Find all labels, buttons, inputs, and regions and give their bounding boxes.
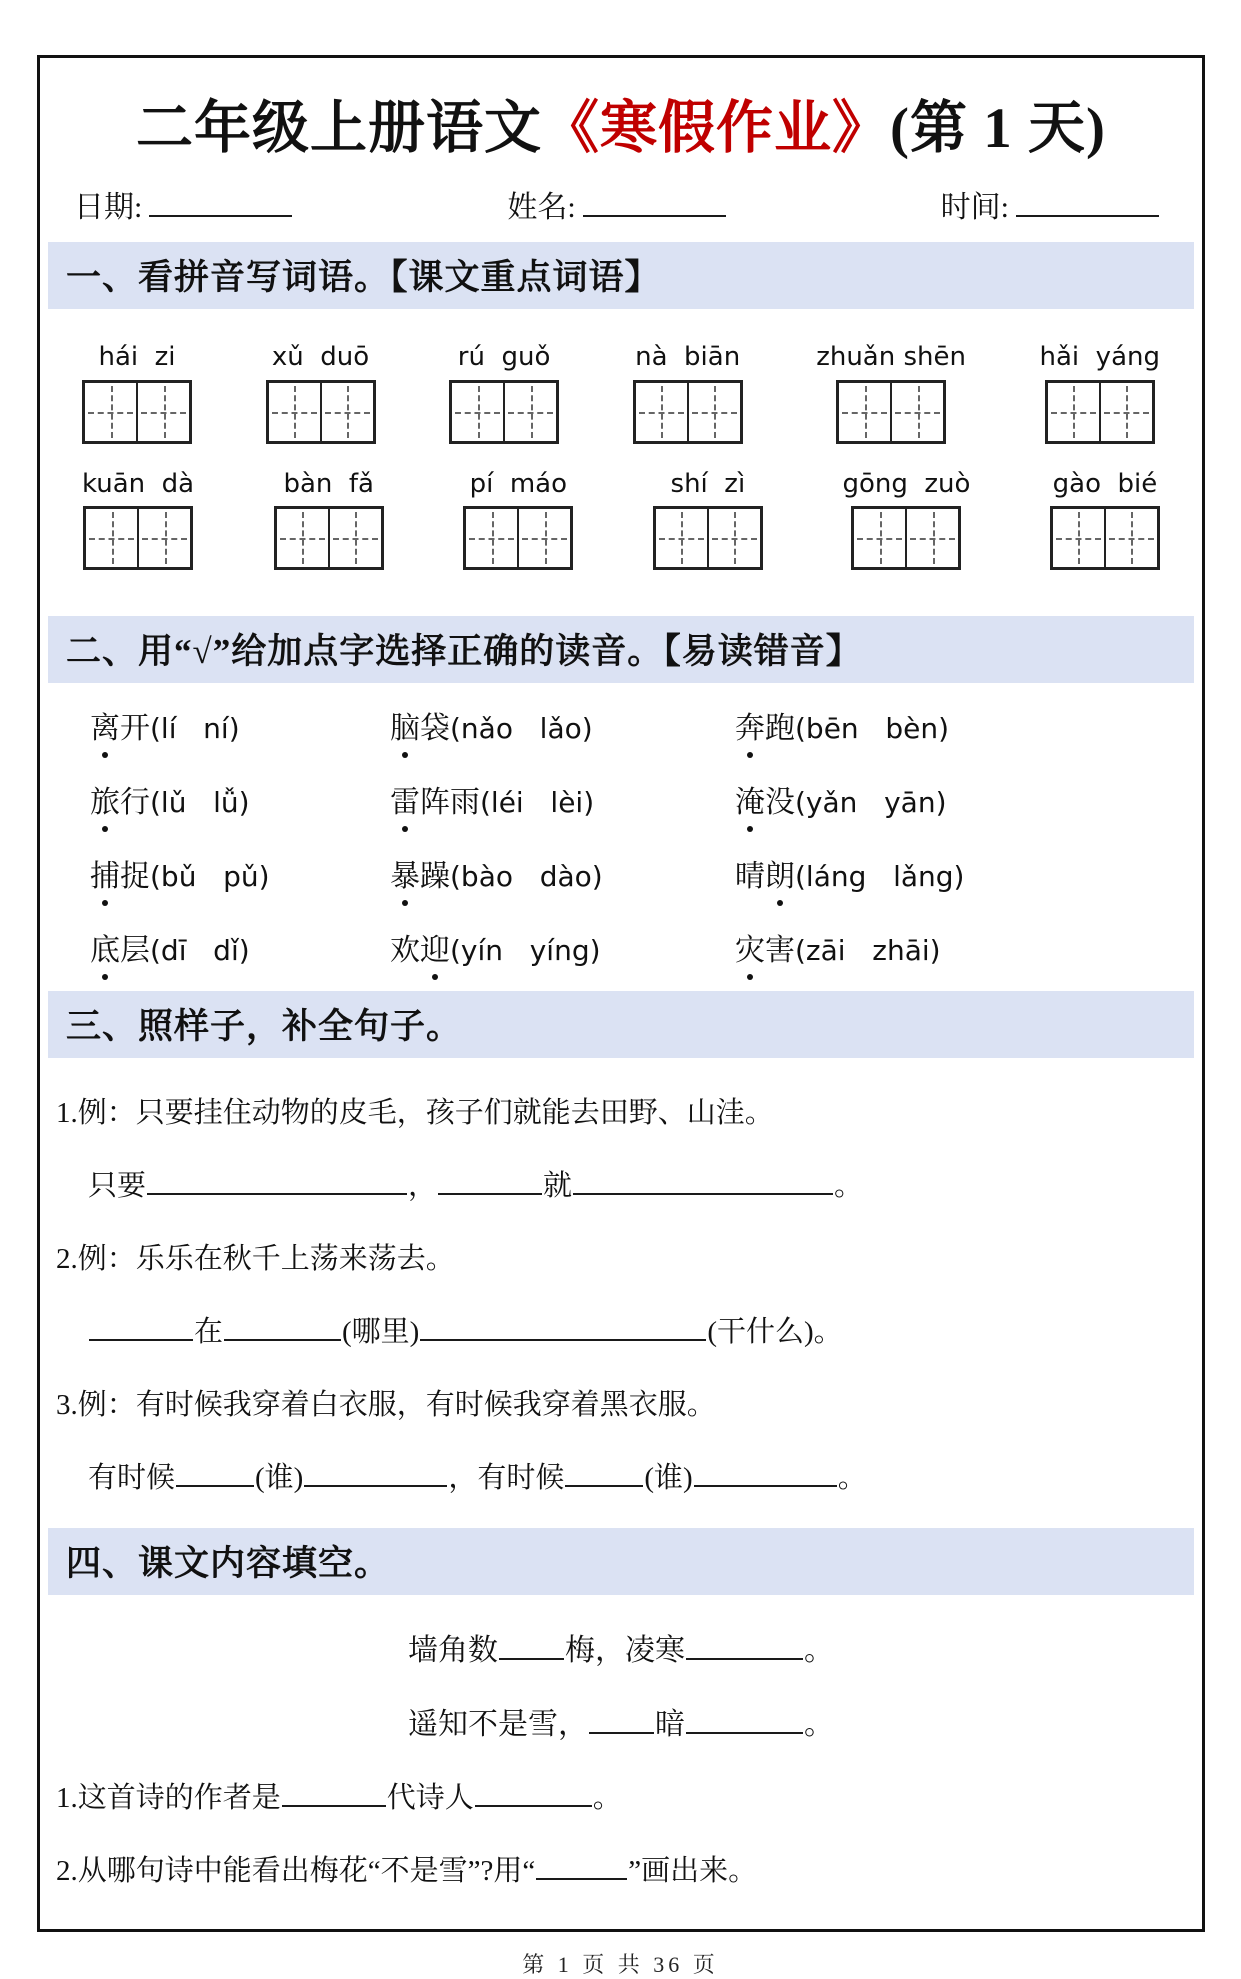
reading-item <box>90 703 390 747</box>
pinyin-word-block <box>449 343 559 444</box>
line-text: 。 <box>804 1708 834 1742</box>
fill-blank <box>282 1778 386 1808</box>
pinyin-row <box>82 470 1160 571</box>
char: 开 <box>120 712 150 746</box>
pinyin-word-block <box>82 343 192 444</box>
reading-word <box>90 712 150 745</box>
line-text: 就 <box>543 1170 573 1203</box>
pinyin-options: (láng lǎng) <box>795 860 965 894</box>
grid-cell <box>277 509 328 567</box>
grid-cell <box>707 509 760 567</box>
reading-item <box>390 777 735 821</box>
meta-field <box>507 182 726 226</box>
char: 层 <box>120 934 150 968</box>
char: 害 <box>765 934 795 968</box>
grid-cell <box>503 383 556 441</box>
writing-grid <box>449 380 559 444</box>
reading-grid <box>68 693 1174 975</box>
char: 欢 <box>390 934 420 968</box>
pinyin-options: (nǎo lǎo) <box>450 712 593 746</box>
meta-row <box>74 182 1160 226</box>
reading-item <box>90 851 390 895</box>
pinyin-options: (léi lèi) <box>480 786 595 820</box>
dotted-char: 捕 <box>90 851 120 895</box>
fill-blank <box>589 1704 654 1735</box>
pinyin-options: (bào dào) <box>450 860 603 894</box>
grid-cell <box>269 383 320 441</box>
reading-item <box>390 925 735 969</box>
sentence-line <box>56 1236 1174 1277</box>
pinyin-label: kuān dà <box>82 468 195 499</box>
pinyin-options: (zāi zhāi) <box>795 934 941 968</box>
line-text: ，有时候 <box>448 1462 565 1495</box>
dotted-char: 雷 <box>390 777 420 821</box>
pinyin-label: nà biān <box>635 342 741 372</box>
fill-blank <box>438 1166 542 1196</box>
dotted-char: 脑 <box>390 703 420 747</box>
grid-cell <box>905 509 958 567</box>
grid-cell <box>137 509 190 567</box>
line-text: 墙角数 <box>408 1634 498 1668</box>
char: 捉 <box>120 860 150 894</box>
title-highlight: 《寒假作业》 <box>542 97 891 160</box>
fill-blank <box>536 1851 627 1881</box>
pinyin-word-block <box>653 470 763 571</box>
fill-blank <box>686 1704 803 1735</box>
reading-word <box>735 860 795 893</box>
line-text: 代诗人 <box>386 1782 474 1815</box>
title-suffix: (第 1 天) <box>890 97 1106 160</box>
reading-word <box>735 712 795 745</box>
char: 跑 <box>765 712 795 746</box>
line-text: 。 <box>804 1634 834 1668</box>
line-text: 2.例：乐乐在秋千上荡来荡去。 <box>56 1243 455 1276</box>
meta-field <box>74 182 293 226</box>
pinyin-label: gào bié <box>1052 468 1158 499</box>
fill-blank <box>475 1778 592 1808</box>
reading-word <box>390 712 450 745</box>
question-line <box>56 1775 1174 1816</box>
reading-word <box>390 860 450 893</box>
line-text: 1.这首诗的作者是 <box>56 1782 281 1815</box>
fill-blank <box>224 1312 341 1342</box>
meta-label: 时间: <box>940 191 1009 224</box>
char: 行 <box>120 786 150 820</box>
pinyin-options: (dī dǐ) <box>150 934 250 968</box>
char: 晴 <box>735 860 765 894</box>
pinyin-word-block <box>274 470 384 571</box>
line-text: 梅，凌寒 <box>565 1634 685 1668</box>
sentence-line <box>56 1382 1174 1423</box>
dotted-char: 离 <box>90 703 120 747</box>
sentence-lines <box>56 1090 1174 1496</box>
char: 袋 <box>420 712 450 746</box>
pinyin-options: (yín yíng) <box>450 934 601 968</box>
sentence-line <box>88 1163 1174 1204</box>
line-text: 。 <box>837 1462 867 1495</box>
dotted-char: 旅 <box>90 777 120 821</box>
grid-cell <box>687 383 740 441</box>
grid-cell <box>86 509 137 567</box>
reading-word <box>735 786 795 819</box>
pinyin-options: (bǔ pǔ) <box>150 860 270 894</box>
dotted-char: 朗 <box>765 851 795 895</box>
pinyin-label: rú guǒ <box>457 342 551 372</box>
section-2-heading: 二、用“√”给加点字选择正确的读音。【易读错音】 <box>48 616 1194 683</box>
pinyin-options: (lǔ lǚ) <box>150 786 250 820</box>
dotted-char: 暴 <box>390 851 420 895</box>
char: 躁 <box>420 860 450 894</box>
section-3-heading: 三、照样子，补全句子。 <box>48 991 1194 1058</box>
writing-grid <box>1045 380 1155 444</box>
pinyin-options: (yǎn yān) <box>795 786 947 820</box>
fill-blank <box>420 1312 706 1342</box>
pinyin-word-block <box>816 343 966 444</box>
page-footer: 第 1 页 共 36 页 <box>522 1952 719 1978</box>
grid-cell <box>320 383 373 441</box>
fill-blank <box>565 1458 643 1488</box>
line-text: (谁) <box>644 1462 693 1495</box>
reading-item <box>735 851 1174 895</box>
pinyin-rows <box>68 319 1174 600</box>
pinyin-word-block <box>82 470 194 571</box>
line-text: 在 <box>194 1316 224 1349</box>
fill-blank <box>573 1166 833 1196</box>
dotted-char: 淹 <box>735 777 765 821</box>
grid-cell <box>136 383 189 441</box>
dotted-char: 底 <box>90 925 120 969</box>
pinyin-word-block <box>842 470 970 571</box>
meta-blank <box>1016 187 1159 218</box>
fill-blank <box>499 1630 564 1661</box>
grid-cell <box>466 509 517 567</box>
pinyin-label: xǔ duō <box>271 342 370 372</box>
meta-label: 日期: <box>74 191 143 224</box>
writing-grid <box>1050 506 1160 570</box>
grid-cell <box>1053 509 1104 567</box>
pinyin-word-block <box>266 343 376 444</box>
reading-word <box>735 934 795 967</box>
fill-blank <box>176 1458 254 1488</box>
title-prefix: 二年级上册语文 <box>136 97 543 160</box>
page-title <box>68 82 1174 164</box>
section-4-heading: 四、课文内容填空。 <box>48 1528 1194 1595</box>
reading-word <box>390 934 450 967</box>
writing-grid <box>653 506 763 570</box>
writing-grid <box>83 506 193 570</box>
line-text: 3.例：有时候我穿着白衣服，有时候我穿着黑衣服。 <box>56 1389 716 1422</box>
reading-word <box>90 786 150 819</box>
fill-blank <box>147 1166 407 1196</box>
fill-blank <box>686 1630 803 1661</box>
reading-item <box>390 851 735 895</box>
grid-cell <box>517 509 570 567</box>
grid-cell <box>656 509 707 567</box>
dotted-char: 迎 <box>420 925 450 969</box>
reading-item <box>390 703 735 747</box>
grid-cell <box>328 509 381 567</box>
char: 阵 <box>420 786 450 820</box>
meta-field <box>941 182 1160 226</box>
grid-cell <box>1048 383 1099 441</box>
dotted-char: 灾 <box>735 925 765 969</box>
reading-item <box>735 777 1174 821</box>
char: 没 <box>765 786 795 820</box>
line-text: 暗 <box>655 1708 685 1742</box>
line-text: (谁) <box>255 1462 304 1495</box>
pinyin-label: zhuǎn shēn <box>816 342 966 372</box>
line-text: 。 <box>592 1782 622 1815</box>
pinyin-word-block <box>463 470 573 571</box>
pinyin-label: gōng zuò <box>842 468 971 499</box>
line-text: 遥知不是雪， <box>408 1708 588 1742</box>
pinyin-options: (bēn bèn) <box>795 712 950 746</box>
pinyin-options: (lí ní) <box>150 712 240 746</box>
line-text: (干什么)。 <box>707 1316 843 1349</box>
line-text: 只要 <box>88 1170 147 1203</box>
fill-blank <box>694 1458 837 1488</box>
reading-word <box>90 934 150 967</box>
poem-lines <box>68 1625 1174 1743</box>
question-lines <box>56 1775 1174 1889</box>
pinyin-word-block <box>633 343 743 444</box>
sentence-line <box>56 1090 1174 1131</box>
meta-blank <box>583 187 726 218</box>
pinyin-label: pí máo <box>469 468 567 499</box>
fill-blank <box>304 1458 447 1488</box>
writing-grid <box>274 506 384 570</box>
poem-line <box>68 1625 1174 1669</box>
grid-cell <box>85 383 136 441</box>
pinyin-row <box>82 343 1160 444</box>
line-text: 。 <box>834 1170 864 1203</box>
writing-grid <box>463 506 573 570</box>
sentence-line <box>88 1309 1174 1350</box>
pinyin-word-block <box>1040 343 1160 444</box>
writing-grid <box>836 380 946 444</box>
reading-item <box>90 777 390 821</box>
section-1-heading: 一、看拼音写词语。【课文重点词语】 <box>48 242 1194 309</box>
writing-grid <box>82 380 192 444</box>
reading-word <box>90 860 150 893</box>
worksheet-page <box>37 55 1205 1932</box>
grid-cell <box>1104 509 1157 567</box>
reading-word <box>390 786 480 819</box>
grid-cell <box>854 509 905 567</box>
line-text: (哪里) <box>342 1316 420 1349</box>
pinyin-label: shí zì <box>670 468 746 499</box>
grid-cell <box>1099 383 1152 441</box>
char: 雨 <box>450 786 480 820</box>
pinyin-label: hǎi yáng <box>1039 342 1160 372</box>
line-text: ”画出来。 <box>628 1855 758 1888</box>
writing-grid <box>851 506 961 570</box>
line-text: 有时候 <box>88 1462 176 1495</box>
dotted-char: 奔 <box>735 703 765 747</box>
line-text: ， <box>408 1170 438 1203</box>
grid-cell <box>890 383 943 441</box>
poem-line <box>68 1699 1174 1743</box>
line-text: 1.例：只要挂住动物的皮毛，孩子们就能去田野、山洼。 <box>56 1097 774 1130</box>
reading-item <box>735 925 1174 969</box>
pinyin-label: bàn fǎ <box>283 468 374 499</box>
grid-cell <box>636 383 687 441</box>
fill-blank <box>89 1312 193 1342</box>
grid-cell <box>452 383 503 441</box>
line-text: 2.从哪句诗中能看出梅花“不是雪”?用“ <box>56 1855 536 1888</box>
writing-grid <box>633 380 743 444</box>
meta-label: 姓名: <box>507 191 576 224</box>
writing-grid <box>266 380 376 444</box>
reading-item <box>90 925 390 969</box>
meta-blank <box>149 187 292 218</box>
reading-item <box>735 703 1174 747</box>
grid-cell <box>839 383 890 441</box>
pinyin-word-block <box>1050 470 1160 571</box>
pinyin-label: hái zi <box>98 342 176 372</box>
sentence-line <box>88 1455 1174 1496</box>
question-line <box>56 1848 1174 1889</box>
